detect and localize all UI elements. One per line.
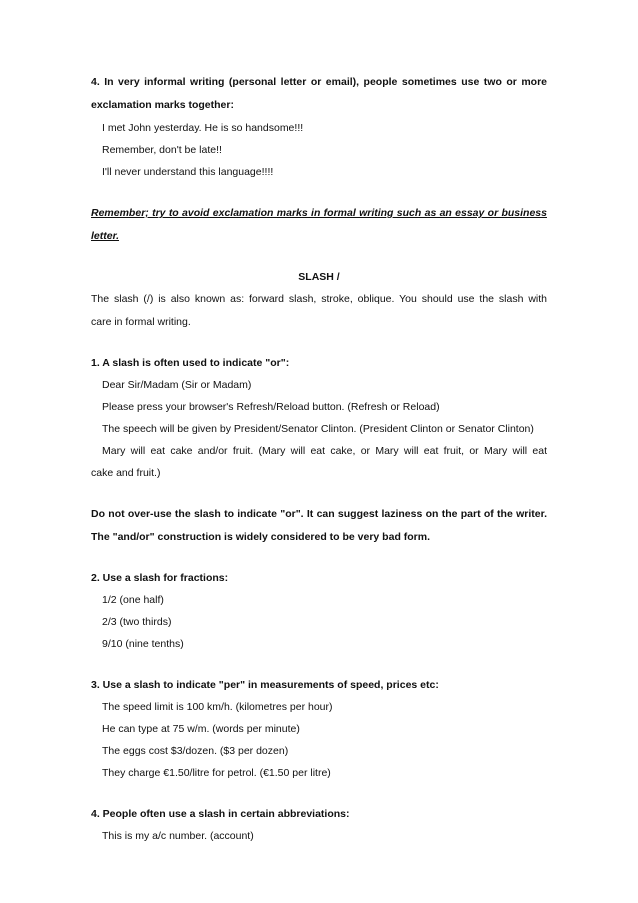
example-line: He can type at 75 w/m. (words per minute): [102, 723, 300, 735]
example-line-cont: cake and fruit.): [91, 467, 161, 479]
example-line: The speech will be given by President/Senator Clinton. (President Clinton or Senator Clinton): [102, 423, 534, 435]
example-line: This is my a/c number. (account): [102, 830, 254, 842]
slash-intro: The slash (/) is also known as: forward slash, stroke, oblique. You should use the slash with: [91, 293, 547, 305]
example-line: They charge €1.50/litre for petrol. (€1.50 per litre): [102, 767, 331, 779]
slash-intro-cont: care in formal writing.: [91, 316, 191, 328]
example-line: I'll never understand this language!!!!: [102, 166, 274, 178]
section-heading-fractions: 2. Use a slash for fractions:: [91, 572, 229, 584]
example-line: I met John yesterday. He is so handsome!!!: [102, 122, 304, 134]
section-heading-exclamation: 4. In very informal writing (personal letter or email), people sometimes use two or more: [91, 76, 547, 88]
example-line: The speed limit is 100 km/h. (kilometres per hour): [102, 701, 333, 713]
example-line: 2/3 (two thirds): [102, 616, 172, 628]
remember-note-cont: letter.: [91, 230, 120, 242]
example-line: 1/2 (one half): [102, 594, 164, 606]
section-heading-abbreviations: 4. People often use a slash in certain abbreviations:: [91, 808, 350, 820]
warning-note: Do not over-use the slash to indicate "or". It can suggest laziness on the part of the writer.: [91, 508, 547, 520]
example-line: The eggs cost $3/dozen. ($3 per dozen): [102, 745, 289, 757]
example-line: 9/10 (nine tenths): [102, 638, 184, 650]
remember-note: Remember; try to avoid exclamation marks in formal writing such as an essay or business: [91, 207, 547, 219]
example-line: Dear Sir/Madam (Sir or Madam): [102, 379, 252, 391]
example-line: Remember, don't be late!!: [102, 144, 222, 156]
example-line: Please press your browser's Refresh/Reload button. (Refresh or Reload): [102, 401, 440, 413]
example-line: Mary will eat cake and/or fruit. (Mary will eat cake, or Mary will eat fruit, or Mary will eat: [102, 445, 547, 457]
section-heading-per: 3. Use a slash to indicate "per" in measurements of speed, prices etc:: [91, 679, 439, 691]
section-heading-exclamation-cont: exclamation marks together:: [91, 99, 234, 111]
section-heading-or: 1. A slash is often used to indicate "or":: [91, 357, 290, 369]
section-title-slash: SLASH /: [298, 271, 340, 283]
warning-note-cont: The "and/or" construction is widely considered to be very bad form.: [91, 531, 431, 543]
